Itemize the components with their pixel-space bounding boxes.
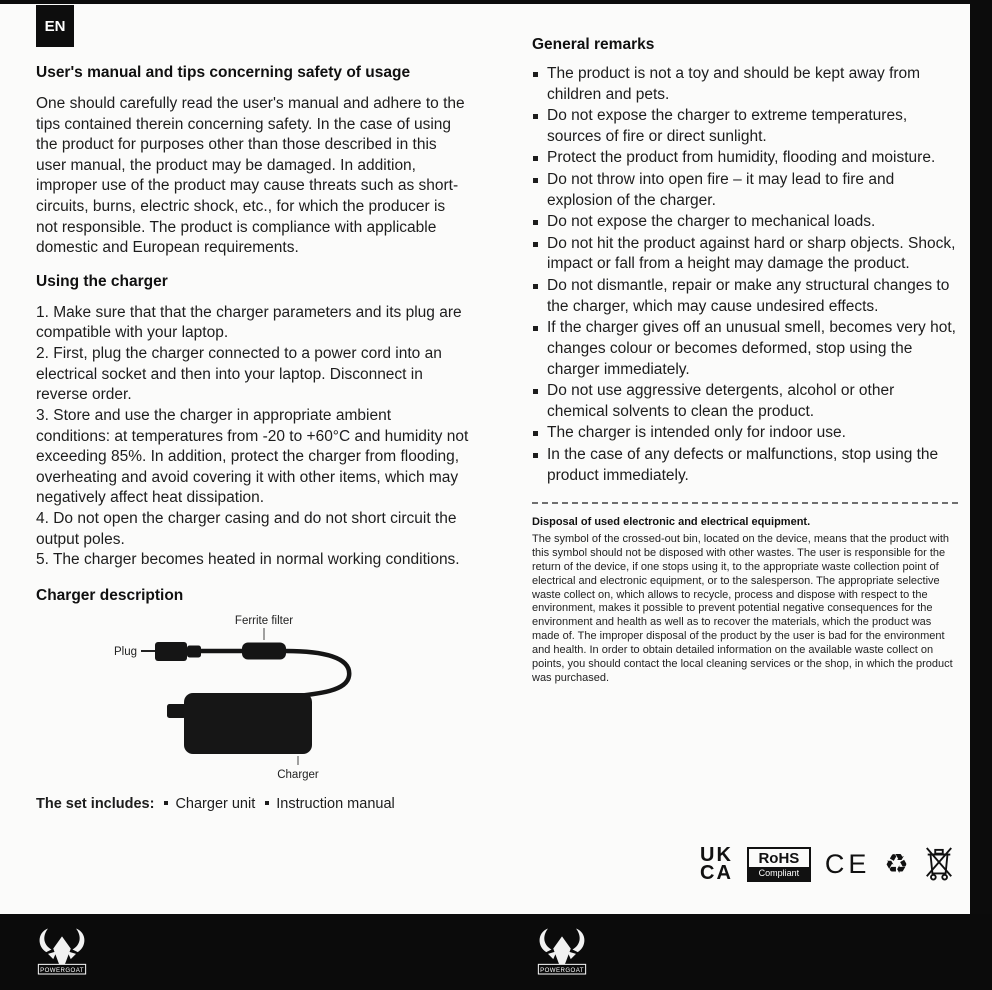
set-includes-item: Charger unit — [164, 796, 255, 812]
using-step: 3. Store and use the charger in appropriate ambient conditions: at temperatures from -20 to +60°C and humidity not exceeding 85%. In addition, protect the charger from flooding, overheating and avoid covering it with other items, which may negatively affect heat dissipation. — [36, 406, 469, 507]
plug-body-shape — [155, 642, 187, 661]
rohs-mark — [747, 847, 811, 882]
remark-item: The product is not a toy and should be kept away from children and pets. — [532, 64, 958, 105]
set-includes-label: The set includes: — [36, 795, 155, 812]
scan-edge-right — [970, 0, 992, 990]
general-remarks-list — [532, 64, 958, 486]
remark-item: In the case of any defects or malfunctions, stop using the product immediately. — [532, 445, 958, 486]
safety-heading: User's manual and tips concerning safety of usage — [36, 64, 411, 81]
recycle-icon: ♻ — [884, 848, 909, 879]
remark-item: Do not use aggressive detergents, alcohol or other chemical solvents to clean the product. — [532, 381, 958, 422]
charger-body-shape — [184, 693, 312, 754]
using-charger-steps — [36, 303, 469, 571]
remark-item: Do not expose the charger to extreme temperatures, sources of fire or direct sunlight. — [532, 106, 958, 147]
footer-brand-bar — [0, 914, 992, 990]
remark-item: Do not dismantle, repair or make any structural changes to the charger, which may cause undesired effects. — [532, 276, 958, 317]
remark-item: Do not throw into open fire – it may lead to fire and explosion of the charger. — [532, 170, 958, 211]
certification-marks — [700, 845, 955, 883]
ferrite-filter-label: Ferrite filter — [234, 614, 294, 627]
ukca-mark — [700, 843, 733, 884]
using-step: 2. First, plug the charger connected to a power cord into an electrical socket and then into your laptop. Disconnect in reverse order. — [36, 345, 442, 404]
ukca-line1: UK — [700, 843, 733, 866]
remark-item: Protect the product from humidity, flooding and moisture. — [532, 148, 958, 169]
powergoat-logo-text: POWERGOAT — [40, 966, 84, 974]
charger-description-heading: Charger description — [36, 586, 184, 604]
using-charger-heading: Using the charger — [36, 272, 168, 290]
safety-body: One should carefully read the user's manual and adhere to the tips contained therein concerning safety. In the case of using the product for purposes other than those described in this user manual, the product may be damaged. In addition, improper use of the product may cause threats such as short-circuits, burns, electric shock, etc., for which the producer is not responsible. The product is compliance with applicable domestic and European requirements. — [36, 95, 465, 257]
plug-label: Plug — [113, 645, 137, 658]
general-remarks-heading: General remarks — [532, 36, 655, 53]
weee-crossed-bin-icon — [923, 845, 955, 883]
plug-tip-shape — [187, 645, 201, 657]
rohs-compliant-label: Compliant — [749, 867, 809, 880]
disposal-body: The symbol of the crossed-out bin, located on the device, means that the product with this symbol should not be disposed with other wastes. The user is responsible for the return of the device, if one stops using it, to the appropriate waste collection point of electrical and electronic equipment, or to the salesperson. The appropriate selective waste collect on, which allows to recycle, process and dispose with respect to the environment, makes it possible to prevent potential negative consequences for the environment and health as well as to recover the materials, which the product was made of. The improper disposal of the product by the user is bad for the environment and health. In order to obtain detailed information on the available waste collect on points, you should contact the local cleaning services or the shop, in which the product was purchased. — [532, 533, 953, 684]
remark-item: Do not expose the charger to mechanical loads. — [532, 212, 958, 233]
language-badge — [36, 5, 74, 47]
ukca-line2: CA — [700, 862, 733, 884]
rohs-label: RoHS — [758, 849, 800, 867]
language-badge-label: EN — [44, 17, 66, 35]
charger-diagram — [36, 609, 456, 784]
set-includes-item: Instruction manual — [265, 796, 394, 812]
using-step: 5. The charger becomes heated in normal working conditions. — [36, 551, 460, 569]
powergoat-logo-icon — [34, 925, 90, 981]
charger-label: Charger — [277, 768, 319, 781]
dashed-divider — [532, 502, 958, 504]
powergoat-logo-icon — [534, 925, 590, 981]
left-column — [36, 64, 469, 812]
right-column — [532, 36, 958, 686]
remark-item: If the charger gives off an unusual smell, becomes very hot, changes colour or becomes deformed, stop using the charger immediately. — [532, 318, 958, 380]
ferrite-filter-shape — [242, 642, 286, 659]
charger-connector-shape — [167, 704, 186, 718]
remark-item: Do not hit the product against hard or sharp objects. Shock, impact or fall from a height may damage the product. — [532, 234, 958, 275]
disposal-heading: Disposal of used electronic and electrical equipment. — [532, 516, 811, 529]
using-step: 4. Do not open the charger casing and do not short circuit the output poles. — [36, 509, 457, 548]
powergoat-logo-text: POWERGOAT — [540, 966, 584, 974]
remark-item: The charger is intended only for indoor use. — [532, 423, 958, 444]
using-step: 1. Make sure that that the charger parameters and its plug are compatible with your laptop. — [36, 303, 462, 342]
scan-edge-top — [0, 0, 992, 4]
ce-mark: CE — [824, 848, 871, 879]
set-includes-row — [36, 796, 469, 812]
